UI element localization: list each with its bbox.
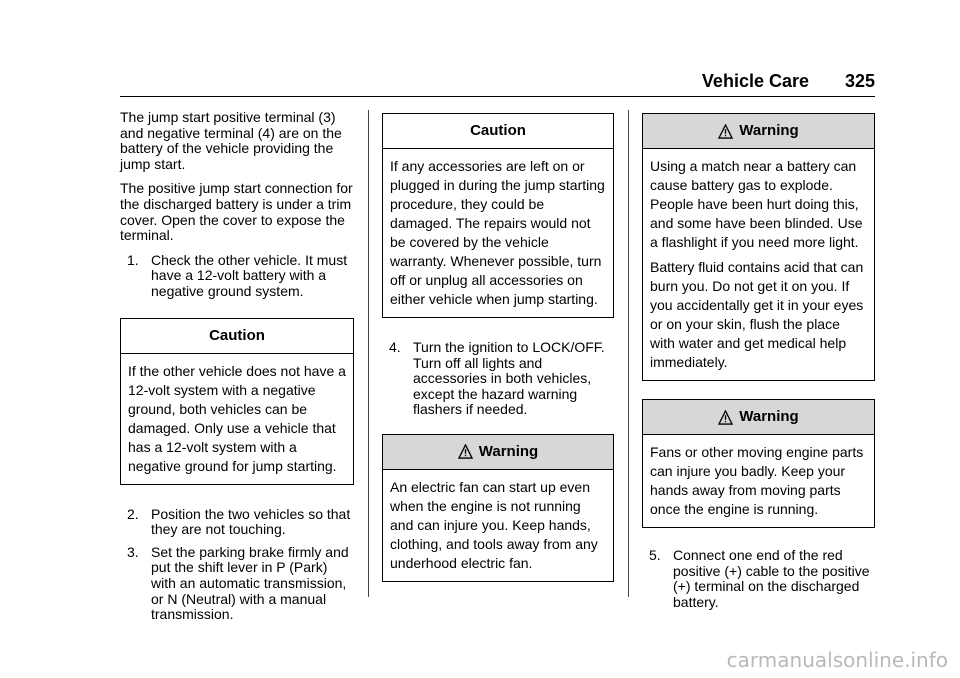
step-5 <box>642 548 875 610</box>
caution-title: Caution <box>121 319 353 354</box>
step-text: Check the other vehicle. It must have a 12-volt battery with a negative ground system. <box>151 251 348 299</box>
step-number: 1. <box>127 251 139 268</box>
warning-header <box>643 400 874 435</box>
step-1 <box>120 253 354 300</box>
warning-text: Fans or other moving engine parts can injure you badly. Keep your hands away from moving parts once the engine is running. <box>650 444 864 517</box>
section-title: Vehicle Care <box>701 71 809 91</box>
step-3 <box>120 545 354 623</box>
caution-box <box>382 113 614 318</box>
paragraph: The jump start positive terminal (3) and negative terminal (4) are on the battery of the vehicle providing the jump start. <box>120 109 342 172</box>
warning-title: Warning <box>739 122 799 140</box>
step-4 <box>382 340 614 418</box>
warning-title: Warning <box>739 408 799 426</box>
warning-header <box>383 435 613 470</box>
warning-header <box>643 114 874 149</box>
warning-title: Warning <box>478 443 539 461</box>
step-2 <box>120 507 354 538</box>
column-1 <box>120 110 354 630</box>
caution-text: If the other vehicle does not have a 12-volt system with a negative ground, both vehicles can be damaged. Only use a vehicle that has a 12-volt system with a negative ground for jump starting. <box>128 362 346 474</box>
step-text: Turn the ignition to LOCK/OFF. Turn off all lights and accessories in both vehicles, except the hazard warning flashers if needed. <box>413 339 605 418</box>
warning-triangle-icon <box>458 444 473 459</box>
column-divider <box>368 110 369 597</box>
caution-title: Caution <box>383 114 613 149</box>
watermark: carmanualsonline.info <box>726 648 948 672</box>
warning-triangle-icon <box>718 124 733 139</box>
caution-box <box>120 318 354 485</box>
warning-box <box>642 113 875 381</box>
warning-box <box>382 434 614 582</box>
warning-text: An electric fan can start up even when the engine is not running and can injure you. Keep hands, clothing, and tools away from any underhood electric fan. <box>390 478 598 571</box>
step-text: Set the parking brake firmly and put the shift lever in P (Park) with an automatic transmission, or N (Neutral) with a manual transmission. <box>151 543 349 623</box>
warning-text: Battery fluid contains acid that can burn you. Do not get it on you. If you accidentally get it in your eyes or on your skin, flush the place with water and get medical help immediately. <box>650 259 864 370</box>
step-text: Connect one end of the red positive (+) cable to the positive (+) terminal on the discharged battery. <box>673 547 870 610</box>
step-number: 5. <box>649 547 661 563</box>
column-2 <box>382 113 614 598</box>
column-divider <box>628 110 629 597</box>
warning-text: Using a match near a battery can cause battery gas to explode. People have been hurt doing this, and some have been blinded. Use a flashlight if you need more light. <box>650 158 863 250</box>
step-number: 3. <box>127 543 139 560</box>
warning-triangle-icon <box>718 410 733 425</box>
step-number: 4. <box>389 339 401 355</box>
page-header <box>120 70 875 97</box>
step-number: 2. <box>127 505 139 522</box>
caution-text: If any accessories are left on or plugged in during the jump starting procedure, they could be damaged. The repairs would not be covered by the vehicle warranty. Whenever possible, turn off or unplug all accessories on either vehicle when jump starting. <box>390 158 605 307</box>
page-number: 325 <box>844 71 875 91</box>
paragraph: The positive jump start connection for the discharged battery is under a trim cover. Open the cover to expose the terminal. <box>120 180 353 244</box>
column-3 <box>642 113 875 617</box>
warning-box <box>642 399 875 528</box>
step-text: Position the two vehicles so that they are not touching. <box>151 505 351 538</box>
